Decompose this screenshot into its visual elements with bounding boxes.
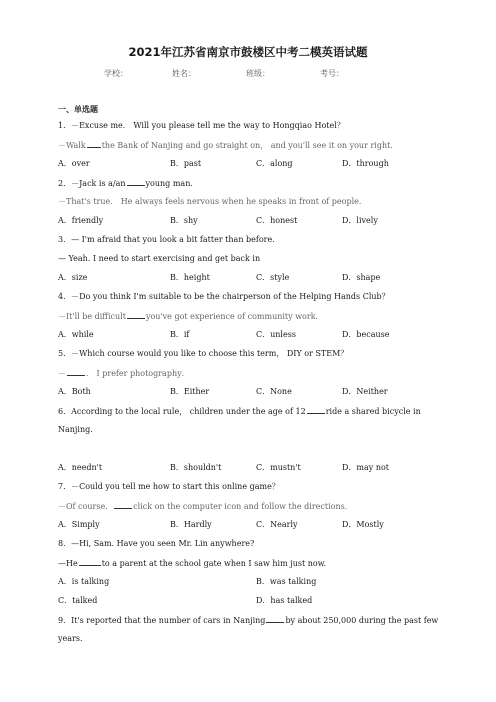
section-heading: 一、单选题 — [58, 105, 98, 114]
question-7-stem: 7．－Could you tell me how to start this online game？ — [58, 482, 280, 491]
q5-suffix: ． I prefer photography． — [86, 369, 190, 378]
option-a: A．needn't — [58, 463, 103, 472]
name-label: 姓名： — [172, 69, 196, 78]
option-d: D．lively — [342, 216, 378, 225]
option-b: B．Either — [170, 387, 210, 396]
option-a: A．friendly — [58, 216, 104, 225]
question-1-line2 — [58, 140, 398, 151]
question-8-stem: 8．—Hi, Sam. Have you seen Mr. Lin anywhere? — [58, 539, 255, 548]
question-6-line2: Nanjing. — [58, 425, 93, 434]
q9-suffix: by about 250,000 during the past few — [285, 616, 439, 625]
answer-blank — [266, 615, 284, 623]
question-2-line2: －That's true． He always feels nervous when he speaks in front of people． — [58, 197, 367, 206]
answer-blank — [67, 368, 85, 376]
option-c: C．talked — [58, 596, 98, 605]
option-c: C．style — [256, 273, 290, 282]
option-b: B．height — [170, 273, 210, 282]
question-8-line2 — [58, 558, 326, 569]
question-9-line2: years. — [58, 634, 83, 643]
q7-suffix: click on the computer icon and follow the directions． — [133, 502, 353, 511]
question-1-stem: 1．－Excuse me． Will you please tell me the way to Hongqiao Hotel？ — [58, 121, 345, 130]
question-2-stem — [58, 178, 198, 189]
option-c: C．Nearly — [256, 520, 298, 529]
option-d: D．because — [342, 330, 390, 339]
q8-suffix: to a parent at the school gate when I saw him just now. — [101, 559, 327, 568]
q1-suffix: the Bank of Nanjing and go straight on， and you'll see it on your right． — [101, 141, 399, 150]
option-d: D．has talked — [256, 596, 313, 605]
option-d: D．through — [342, 159, 389, 168]
option-a: A．size — [58, 273, 88, 282]
q2-prefix: 2．－Jack is a/an — [58, 179, 126, 188]
option-d: D．may not — [342, 463, 390, 472]
question-5-line2 — [58, 368, 190, 379]
question-6-stem — [58, 406, 421, 417]
option-a: A．Simply — [58, 520, 100, 529]
q2-suffix: young man． — [145, 179, 199, 188]
answer-blank — [79, 558, 101, 566]
number-label: 考号： — [320, 69, 344, 78]
q4-suffix: you've got experience of community work． — [145, 312, 324, 321]
option-b: B．past — [170, 159, 202, 168]
option-b: B．shy — [170, 216, 198, 225]
option-a: A．is talking — [58, 577, 110, 586]
option-d: D．Neither — [342, 387, 388, 396]
question-5-stem: 5．－Which course would you like to choose this term， DIY or STEM？ — [58, 349, 349, 358]
q5-prefix: － — [58, 369, 66, 378]
option-d: D．shape — [342, 273, 381, 282]
option-c: C．along — [256, 159, 293, 168]
school-label: 学校： — [104, 69, 128, 78]
answer-blank — [87, 140, 101, 148]
option-b: B．shouldn't — [170, 463, 222, 472]
option-d: D．Mostly — [342, 520, 384, 529]
question-4-stem: 4．－Do you think I'm suitable to be the chairperson of the Helping Hands Club？ — [58, 292, 390, 301]
question-3-stem: 3．— I'm afraid that you look a bit fatter than before. — [58, 235, 275, 244]
question-3-line2: — Yeah. I need to start exercising and get back in — [58, 254, 261, 263]
question-4-line2 — [58, 311, 324, 322]
option-c: C．mustn't — [256, 463, 301, 472]
option-a: A．over — [58, 159, 90, 168]
answer-blank — [114, 501, 132, 509]
option-c: C．unless — [256, 330, 296, 339]
class-label: 班级： — [246, 69, 270, 78]
q6-prefix: 6．According to the local rule， children under the age of 12 — [58, 407, 306, 416]
question-7-line2 — [58, 501, 353, 512]
option-a: A．Both — [58, 387, 91, 396]
q9-prefix: 9．It's reported that the number of cars in Nanjing — [58, 616, 266, 625]
q8-prefix: —He — [58, 559, 78, 568]
answer-blank — [127, 311, 145, 319]
option-c: C．None — [256, 387, 292, 396]
option-b: B．was talking — [256, 577, 317, 586]
q1-prefix: －Walk — [58, 141, 86, 150]
q6-suffix: ride a shared bicycle in — [325, 407, 421, 416]
q7-prefix: －Of course． — [58, 502, 114, 511]
question-9-stem — [58, 615, 438, 626]
option-b: B．Hardly — [170, 520, 212, 529]
option-a: A．while — [58, 330, 94, 339]
answer-blank — [307, 406, 325, 414]
page-title: 2021年江苏省南京市鼓楼区中考二模英语试题 — [128, 45, 368, 59]
answer-blank — [127, 178, 145, 186]
option-c: C．honest — [256, 216, 298, 225]
option-b: B．if — [170, 330, 190, 339]
q4-prefix: －It'll be difficult — [58, 312, 126, 321]
